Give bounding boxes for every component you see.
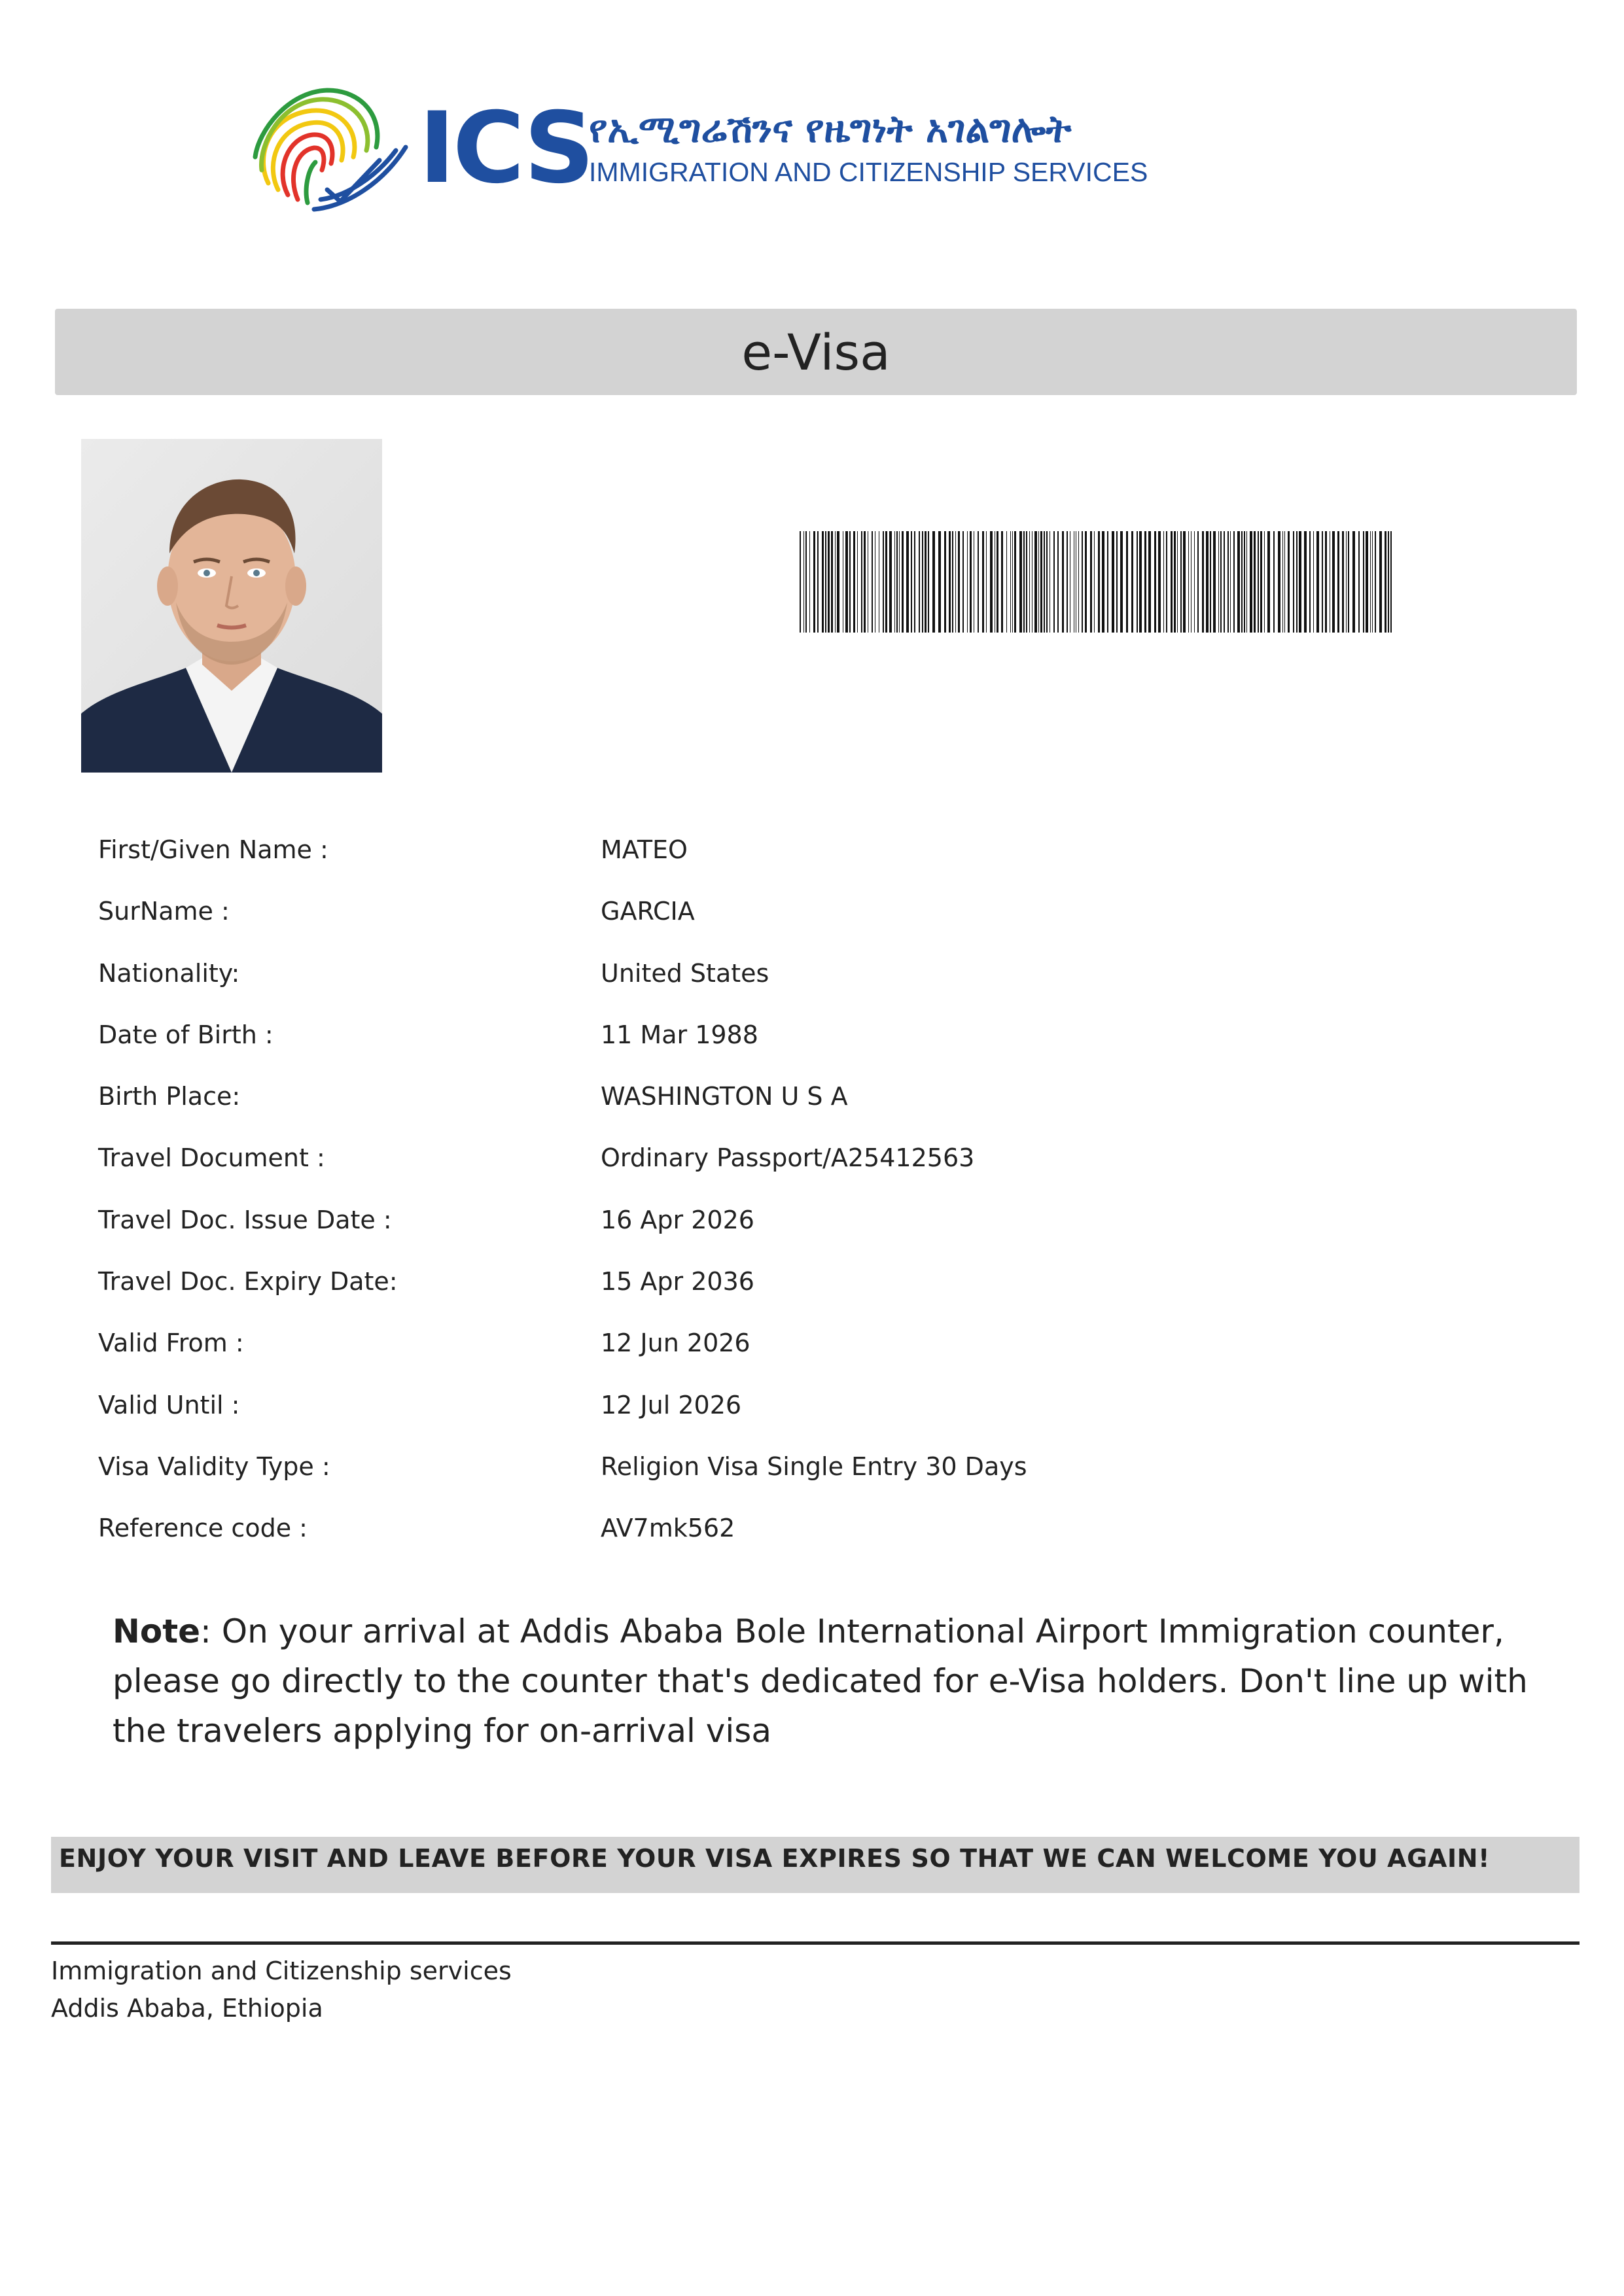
logo-acronym: ICS — [419, 92, 592, 205]
field-value: GARCIA — [601, 897, 695, 926]
field-row — [98, 1004, 1538, 1066]
note-label: Note — [113, 1612, 201, 1650]
field-label: SurName : — [98, 897, 230, 926]
field-row — [98, 1436, 1538, 1497]
field-value: 11 Mar 1988 — [601, 1020, 758, 1049]
field-row — [98, 1497, 1538, 1559]
closing-banner — [51, 1837, 1580, 1893]
field-row — [98, 1127, 1538, 1189]
page-title: e-Visa — [741, 322, 891, 381]
applicant-photo — [81, 439, 382, 773]
field-value: 16 Apr 2026 — [601, 1205, 754, 1234]
field-label: First/Given Name : — [98, 835, 328, 864]
person-portrait-icon — [81, 439, 382, 773]
logo-amharic-name: የኢሚግሬሽንና የዜግነት አገልግሎት — [589, 107, 1072, 151]
field-row — [98, 943, 1538, 1004]
field-value: 15 Apr 2036 — [601, 1267, 754, 1296]
field-row — [98, 1251, 1538, 1312]
field-label: Birth Place: — [98, 1082, 241, 1111]
ics-logo — [242, 85, 1148, 222]
field-value: Religion Visa Single Entry 30 Days — [601, 1452, 1027, 1481]
field-value: Ordinary Passport/A25412563 — [601, 1143, 975, 1173]
logo-english-name: IMMIGRATION AND CITIZENSHIP SERVICES — [589, 157, 1148, 187]
field-value: WASHINGTON U S A — [601, 1082, 848, 1111]
footer-address: Addis Ababa, Ethiopia — [51, 1994, 323, 2023]
field-value: 12 Jun 2026 — [601, 1329, 750, 1358]
footer-organization: Immigration and Citizenship services — [51, 1957, 512, 1985]
field-label: Valid From : — [98, 1329, 244, 1358]
field-label: Travel Document : — [98, 1143, 325, 1173]
field-label: Visa Validity Type : — [98, 1452, 330, 1481]
field-row — [98, 1374, 1538, 1436]
footer-divider — [51, 1941, 1580, 1945]
field-label: Date of Birth : — [98, 1020, 274, 1049]
field-row — [98, 1189, 1538, 1251]
field-label: Travel Doc. Issue Date : — [98, 1205, 392, 1234]
field-label: Reference code : — [98, 1514, 308, 1543]
field-row — [98, 1312, 1538, 1374]
field-label: Travel Doc. Expiry Date: — [98, 1267, 398, 1296]
barcode-icon — [800, 531, 1396, 633]
closing-banner-text: ENJOY YOUR VISIT AND LEAVE BEFORE YOUR VISA EXPIRES SO THAT WE CAN WELCOME YOU AGAIN! — [59, 1844, 1491, 1873]
field-value: 12 Jul 2026 — [601, 1390, 742, 1419]
arrival-note — [113, 1607, 1552, 1756]
field-value: AV7mk562 — [601, 1514, 735, 1543]
fingerprint-logo-icon — [242, 85, 412, 222]
field-row — [98, 819, 1538, 880]
field-label: Valid Until : — [98, 1390, 240, 1419]
visa-details — [98, 819, 1538, 1559]
field-row — [98, 880, 1538, 942]
field-value: MATEO — [601, 835, 688, 864]
field-row — [98, 1066, 1538, 1127]
field-label: Nationality: — [98, 958, 240, 988]
field-value: United States — [601, 958, 769, 988]
title-bar — [55, 309, 1577, 395]
note-text: : On your arrival at Addis Ababa Bole International Airport Immigration counter, please go directly to the counter that's dedicated for e-Visa holders. Don't line up with the travelers applying for on-arrival visa — [113, 1612, 1528, 1750]
